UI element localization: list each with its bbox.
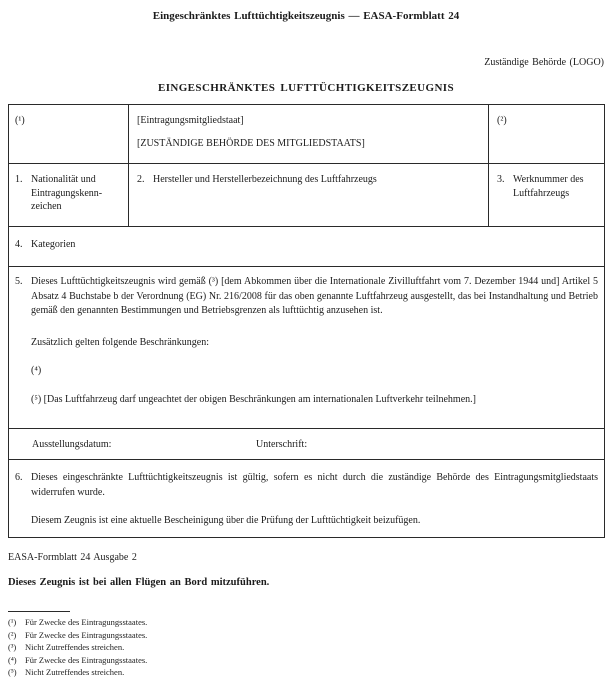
- table-row: [9, 267, 605, 429]
- international-traffic-note: (⁵) [Das Luftfahrzeug darf ungeachtet der obigen Beschränkungen am internationalen Luftverkehr teilnehmen.]: [31, 393, 476, 405]
- table-row: [9, 429, 605, 460]
- restrictions-intro: Zusätzlich gelten folgende Beschränkungen:: [31, 336, 209, 348]
- footnote-list: [8, 616, 604, 679]
- footnote-text: Für Zwecke des Eintragungsstaates.: [25, 629, 148, 640]
- footnote-separator: [8, 611, 70, 612]
- review-certificate-note: Diesem Zeugnis ist eine aktuelle Bescheinigung über die Prüfung der Lufttüchtigkeit beizufügen.: [31, 515, 421, 526]
- authority-line: Zuständige Behörde (LOGO): [484, 57, 604, 68]
- cell-footnote-ref-1: [9, 105, 129, 164]
- field-nationality-label: Nationalität und Eintragungskennzeichen: [31, 174, 103, 212]
- form-reference: EASA-Formblatt 24 Ausgabe 2: [8, 552, 137, 563]
- footnote-text: Für Zwecke des Eintragungsstaates.: [25, 654, 148, 665]
- issue-date-label: Ausstellungsdatum:: [32, 439, 112, 450]
- footnote-ref: (⁴): [8, 654, 17, 665]
- cell-footnote-ref-2: [489, 105, 605, 164]
- field-4-number: 4.: [15, 239, 23, 250]
- table-row: [9, 164, 605, 227]
- form-heading: EINGESCHRÄNKTES LUFTTÜCHTIGKEITSZEUGNIS: [157, 82, 455, 94]
- footnote-item: [8, 629, 604, 642]
- footnote-ref-1: (¹): [15, 115, 25, 126]
- certificate-table: [8, 104, 605, 538]
- table-row: [9, 460, 605, 538]
- footnote-ref: (²): [8, 629, 17, 640]
- footnote-text: Nicht Zutreffendes streichen.: [25, 642, 125, 652]
- member-state-line: [Eintragungsmitgliedstaat]: [137, 115, 244, 126]
- footnote-ref: (¹): [8, 617, 17, 627]
- cell-manufacturer: [129, 164, 489, 227]
- cell-serial-number: [489, 164, 605, 227]
- footnote-ref-2: (²): [497, 115, 507, 126]
- carry-on-board-notice: Dieses Zeugnis ist bei allen Flügen an Bord mitzuführen.: [8, 577, 270, 588]
- footnote-ref: (³): [8, 642, 17, 652]
- footnote-text: Für Zwecke des Eintragungsstaates.: [25, 617, 148, 627]
- footnote-item: [8, 616, 604, 629]
- signature-label: Unterschrift:: [256, 439, 308, 450]
- clause-6-paragraph: Dieses eingeschränkte Lufttüchtigkeitszeugnis ist gültig, sofern es nicht durch die zuständige Behörde des Eintragungsmitgliedstaats widerrufen wurde.: [31, 472, 598, 498]
- table-row: [9, 105, 605, 164]
- cell-date-signature: [9, 429, 605, 460]
- clause-5-paragraph: Dieses Lufttüchtigkeitszeugnis wird gemäß (³) [dem Abkommen über die Internationale Zivilluftfahrt vom 7. Dezember 1944 und] Artikel 5 Absatz 4 Buchstabe b der Verordnung (EG) Nr. 216/2008 für das oben genannte Luftfahrzeug ausgestellt, das bei Instandhaltung und Betrieb gemäß den genannten Bestimmungen und Betriebsgrenzen als lufttüchtig anzusehen ist.: [31, 276, 598, 316]
- clause-5-number: 5.: [15, 276, 23, 287]
- field-3-number: 3.: [497, 174, 505, 185]
- restrictions-placeholder: (⁴): [31, 365, 42, 376]
- field-1-number: 1.: [15, 174, 23, 185]
- footnote-text: Nicht Zutreffendes streichen.: [25, 667, 125, 677]
- authority-of-state-line: [ZUSTÄNDIGE BEHÖRDE DES MITGLIEDSTAATS]: [137, 137, 365, 149]
- table-row: [9, 227, 605, 267]
- clause-6-number: 6.: [15, 472, 23, 483]
- cell-member-state: [129, 105, 489, 164]
- footnote-item: [8, 641, 604, 654]
- cell-categories: [9, 227, 605, 267]
- field-manufacturer-label: Hersteller und Herstellerbezeichnung des Luftfahrzeugs: [153, 174, 377, 185]
- footnote-item: [8, 666, 604, 679]
- cell-nationality: [9, 164, 129, 227]
- cell-clause-5: [9, 267, 605, 429]
- cell-clause-6: [9, 460, 605, 538]
- field-2-number: 2.: [137, 174, 145, 185]
- field-serial-number-label: Werknummer des Luftfahrzeugs: [513, 174, 584, 199]
- field-categories-label: Kategorien: [31, 239, 76, 250]
- footnote-item: [8, 654, 604, 667]
- document-title: Eingeschränktes Lufttüchtigkeitszeugnis — EASA-Formblatt 24: [152, 10, 460, 22]
- footnote-ref: (⁵): [8, 667, 17, 677]
